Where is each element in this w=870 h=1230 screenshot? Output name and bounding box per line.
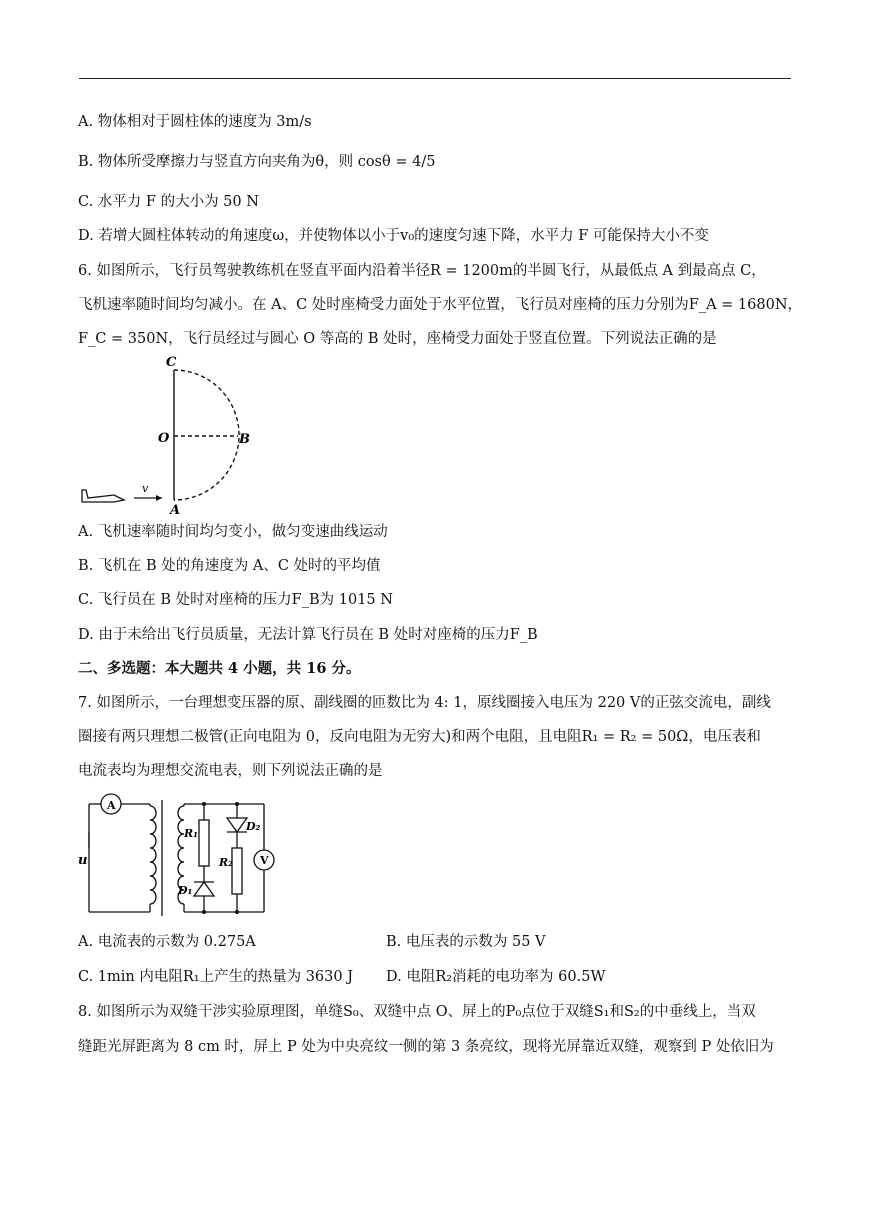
header-rule [79,78,791,79]
q6-option-b: B. 飞机在 B 处的角速度为 A、C 处时的平均值 [78,558,381,574]
q7-option-a: A. 电流表的示数为 0.275A [78,934,256,950]
section-heading-multiple-choice: 二、多选题：本大题共 4 小题，共 16 分。 [78,660,361,677]
figure-label-o: O [158,431,170,446]
q6-stem-line1: 6. 如图所示，飞行员驾驶教练机在竖直平面内沿着半径R = 1200m的半圆飞行，从最低点 A 到最高点 C， [78,263,766,279]
airplane-icon [82,490,124,502]
q5-option-d: D. 若增大圆柱体转动的角速度ω，并使物体以小于v₀的速度匀速下降，水平力 F 可能保持大小不变 [78,228,709,244]
q7-transformer-circuit-figure [74,792,280,924]
r2-label: R₂ [219,856,233,869]
figure-label-c: C [166,355,177,370]
voltmeter-label: V [260,854,269,867]
q5-option-b: B. 物体所受摩擦力与竖直方向夹角为θ，则 cosθ = 4/5 [78,154,436,170]
q7-stem-line3: 电流表均为理想交流电表，则下列说法正确的是 [78,763,383,779]
q7-option-b: B. 电压表的示数为 55 V [386,934,546,950]
q6-option-a: A. 飞机速率随时间均匀变小，做匀变速曲线运动 [78,524,388,540]
q7-stem-line1: 7. 如图所示，一台理想变压器的原、副线圈的匝数比为 4: 1，原线圈接入电压为 220 V的正弦交流电，副线 [78,695,771,711]
ammeter-label: A [107,799,116,812]
q7-option-c: C. 1min 内电阻R₁上产生的热量为 3630 J [78,969,354,985]
figure-label-b: B [239,432,250,447]
d2-label: D₂ [246,820,261,833]
q5-option-a: A. 物体相对于圆柱体的速度为 3m/s [78,114,312,130]
q6-stem-line3: F_C = 350N，飞行员经过与圆心 O 等高的 B 处时，座椅受力面处于竖直位置。下列说法正确的是 [78,331,717,347]
figure-label-a: A [170,503,181,518]
q6-option-d: D. 由于未给出飞行员质量，无法计算飞行员在 B 处时对座椅的压力F_B [78,627,538,643]
r1-label: R₁ [184,827,198,840]
q5-option-c: C. 水平力 F 的大小为 50 N [78,194,259,210]
d1-label: D₁ [178,884,193,897]
q6-option-c: C. 飞行员在 B 处时对座椅的压力F_B为 1015 N [78,592,393,608]
q7-option-d: D. 电阻R₂消耗的电功率为 60.5W [386,969,606,985]
q8-stem-line2: 缝距光屏距离为 8 cm 时，屏上 P 处为中央亮纹一侧的第 3 条亮纹，现将光屏靠近双缝，观察到 P 处依旧为 [78,1039,774,1055]
velocity-label: v [142,482,149,495]
q6-stem-line2: 飞机速率随时间均匀减小。在 A、C 处时座椅受力面处于水平位置，飞行员对座椅的压力分别为F_A = 1680N， [78,297,803,313]
q7-stem-line2: 圈接有两只理想二极管(正向电阻为 0，反向电阻为无穷大)和两个电阻，且电阻R₁ = R₂ = 50Ω，电压表和 [78,729,761,745]
q6-semicircle-figure [74,352,274,518]
q8-stem-line1: 8. 如图所示为双缝干涉实验原理图，单缝S₀、双缝中点 O、屏上的P₀点位于双缝S₁和S₂的中垂线上，当双 [78,1004,756,1020]
voltage-u-label: u [78,853,88,868]
